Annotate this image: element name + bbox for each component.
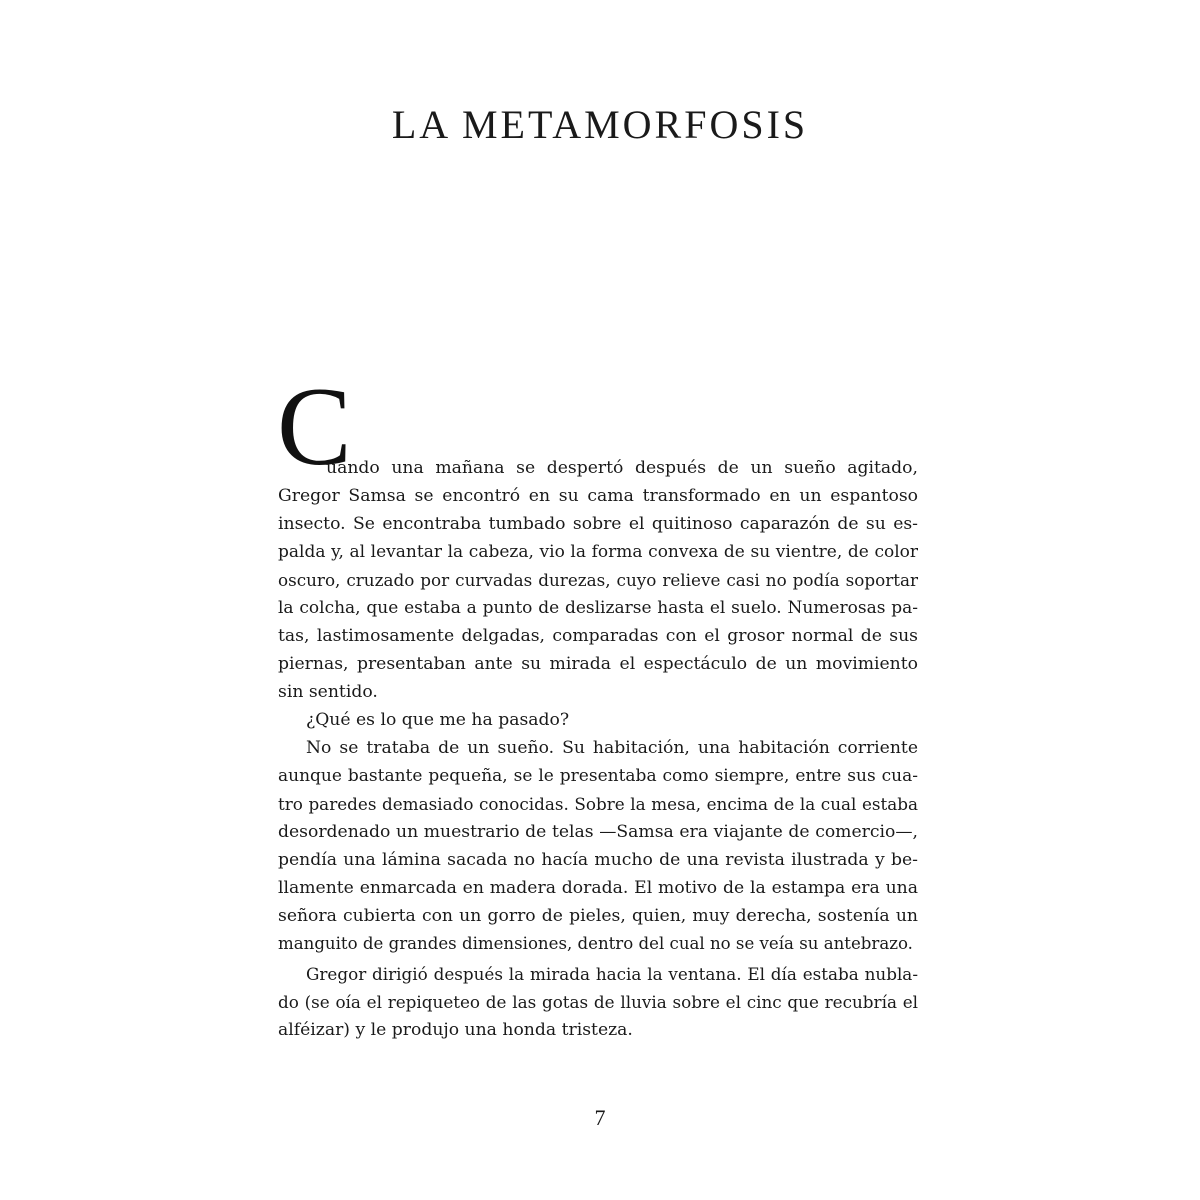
drop-cap: C	[277, 365, 352, 489]
text-line: No se trataba de un sueño. Su habitación, una habitación corriente	[306, 738, 918, 758]
text-line: pendía una lámina sacada no hacía mucho de una revista ilustrada y be-	[278, 850, 918, 870]
text-line: la colcha, que estaba a punto de deslizarse hasta el suelo. Numerosas pa-	[278, 598, 918, 618]
text-line: señora cubierta con un gorro de pieles, quien, muy derecha, sostenía un	[278, 906, 918, 926]
text-line: insecto. Se encontraba tumbado sobre el quitinoso caparazón de su es-	[278, 514, 918, 534]
text-line: Gregor dirigió después la mirada hacia la ventana. El día estaba nubla-	[306, 964, 918, 984]
text-line: ¿Qué es lo que me ha pasado?	[306, 710, 570, 730]
text-line: manguito de grandes dimensiones, dentro del cual no se veía su antebrazo.	[278, 934, 913, 953]
text-line: aunque bastante pequeña, se le presentaba como siempre, entre sus cua-	[278, 766, 918, 786]
text-line: desordenado un muestrario de telas —Samsa era viajante de comercio—,	[278, 822, 918, 842]
text-line: oscuro, cruzado por curvadas durezas, cuyo relieve casi no podía soportar	[278, 570, 918, 590]
text-line: tro paredes demasiado conocidas. Sobre la mesa, encima de la cual estaba	[278, 794, 918, 814]
text-line: palda y, al levantar la cabeza, vio la forma convexa de su vientre, de color	[278, 542, 918, 562]
text-line: Gregor Samsa se encontró en su cama transformado en un espantoso	[278, 486, 918, 506]
text-line: sin sentido.	[278, 682, 378, 702]
text-line: piernas, presentaban ante su mirada el espectáculo de un movimiento	[278, 654, 918, 674]
chapter-title: LA METAMORFOSIS	[391, 102, 809, 147]
text-line: uando una mañana se despertó después de un sueño agitado,	[326, 458, 918, 478]
page-number: 7	[594, 1105, 606, 1130]
text-line: tas, lastimosamente delgadas, comparadas con el grosor normal de sus	[278, 626, 918, 646]
text-line: do (se oía el repiqueteo de las gotas de lluvia sobre el cinc que recubría el	[278, 992, 918, 1012]
text-line: alféizar) y le produjo una honda tristeza.	[278, 1020, 633, 1040]
body-text	[277, 365, 918, 1048]
text-line: llamente enmarcada en madera dorada. El motivo de la estampa era una	[278, 878, 918, 898]
